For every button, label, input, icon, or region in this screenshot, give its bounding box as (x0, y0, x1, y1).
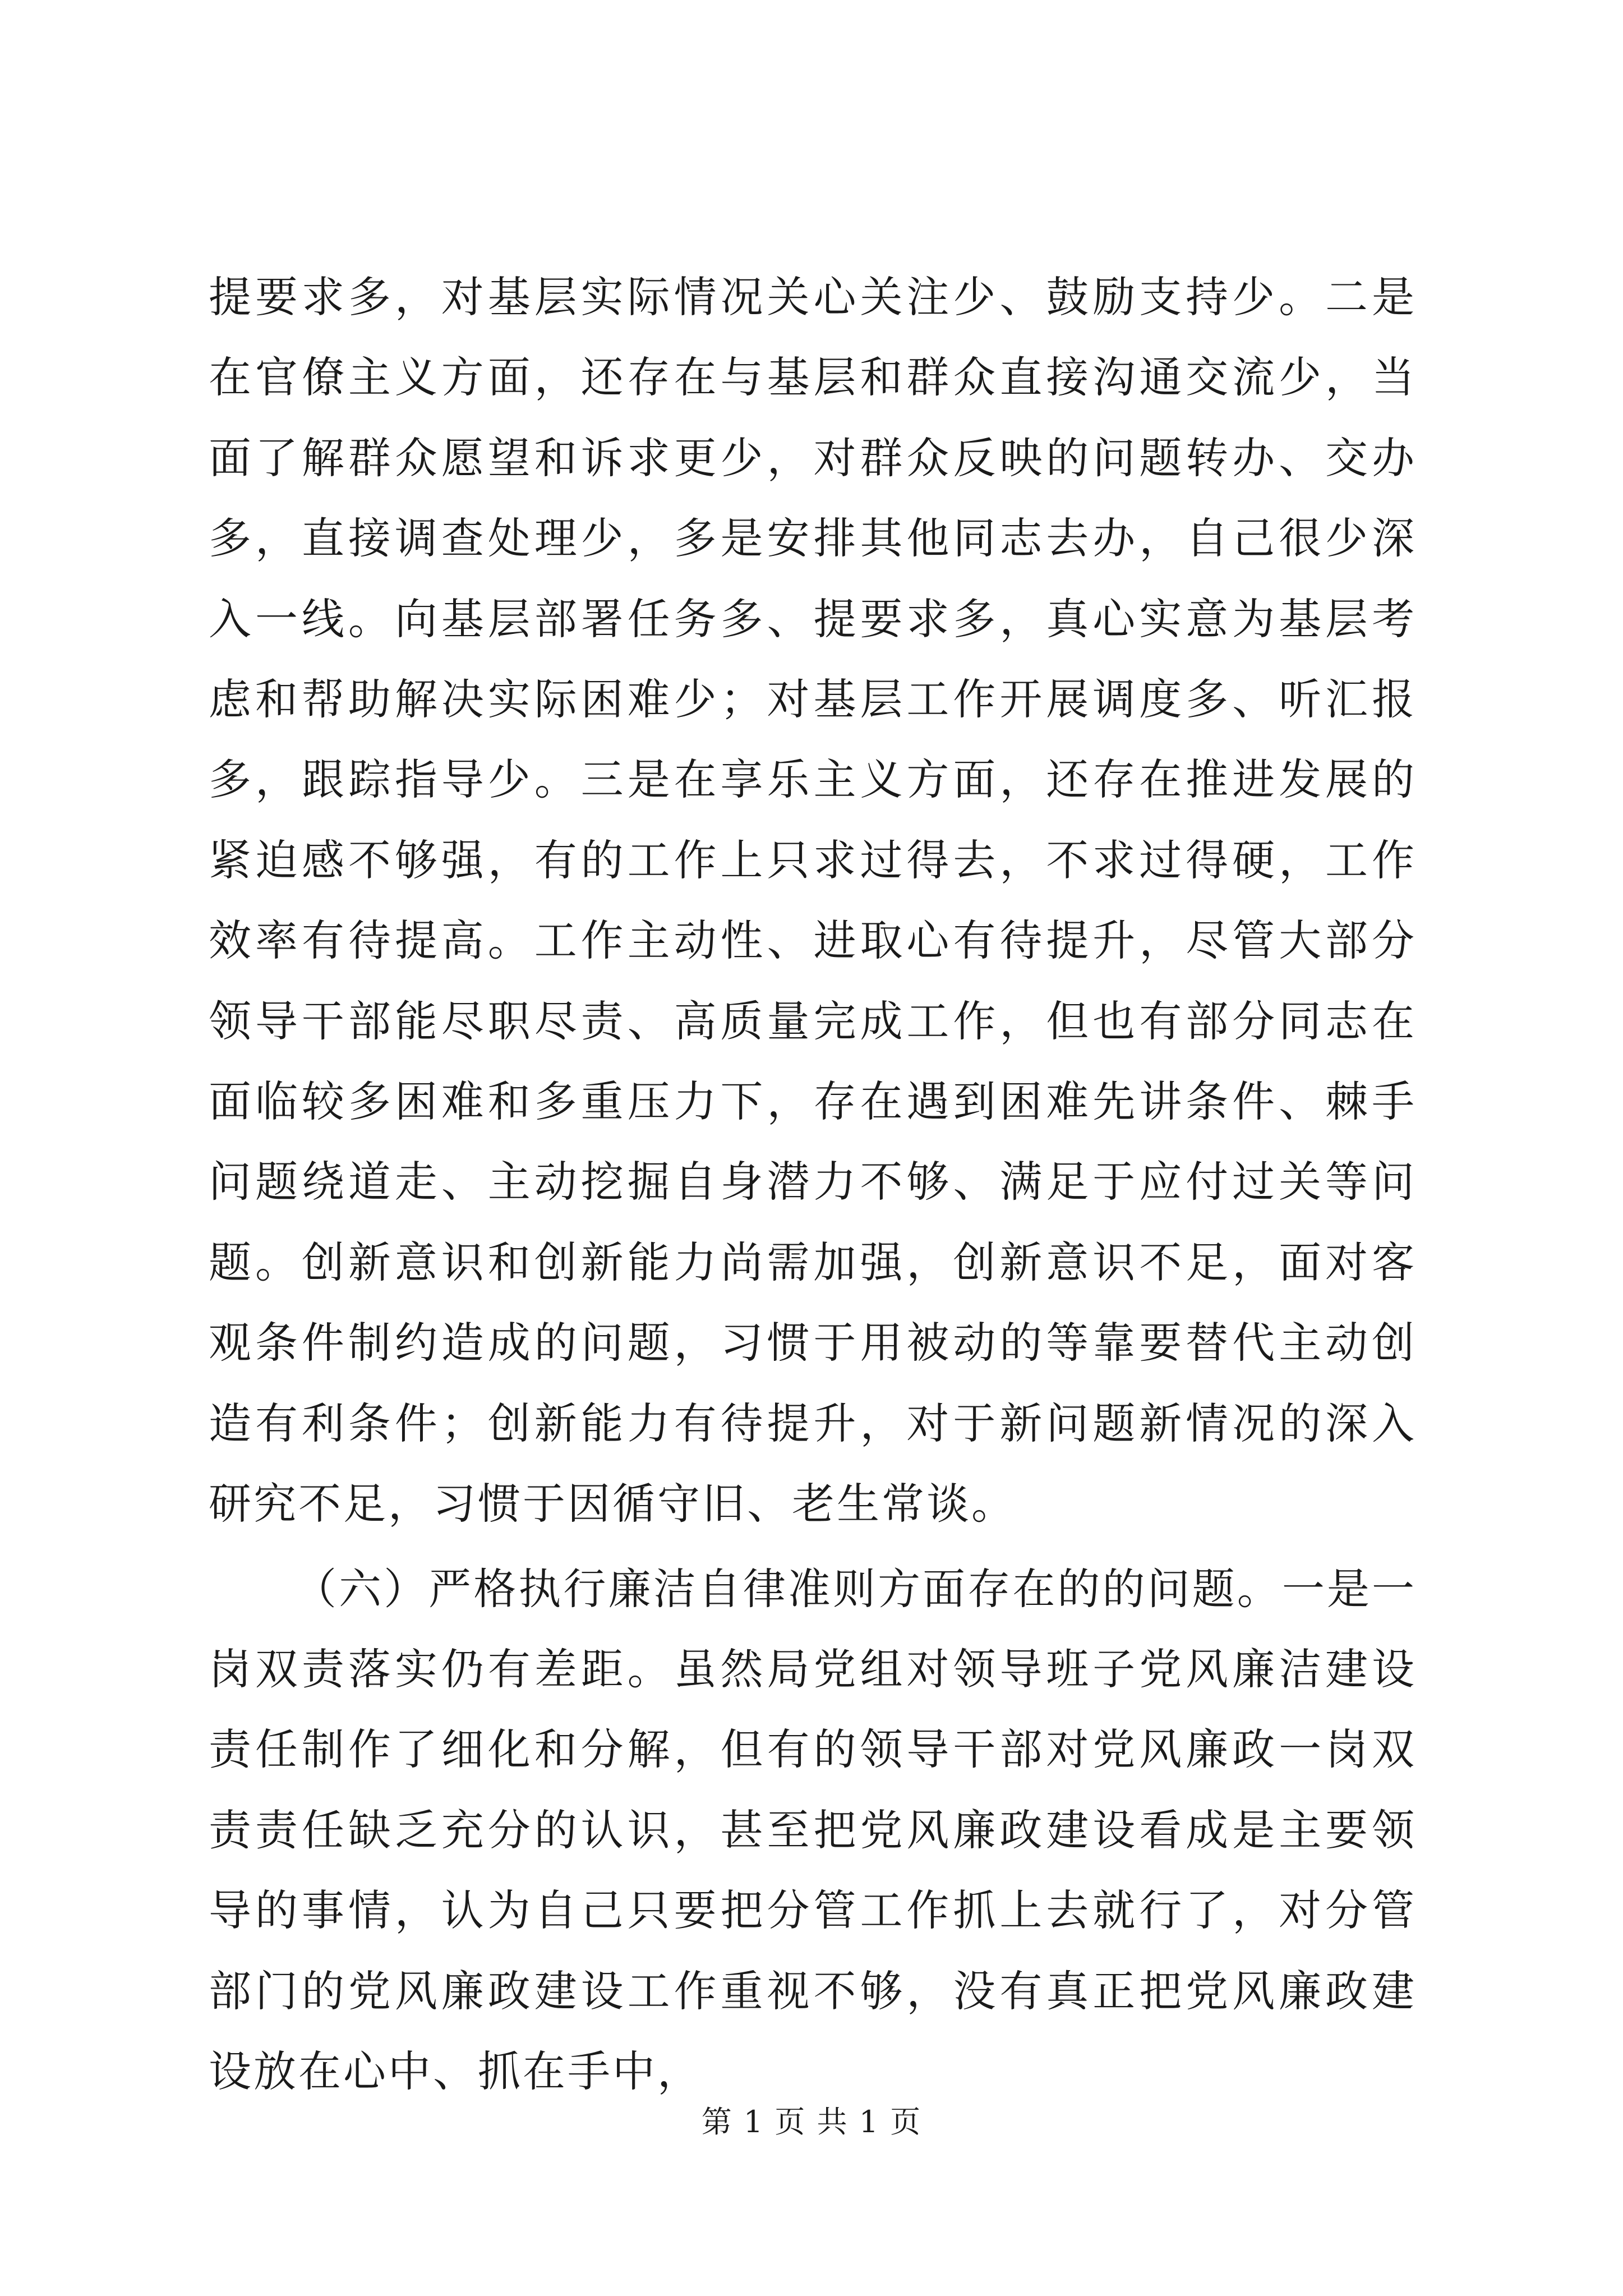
paragraph-section-six: （六）严格执行廉洁自律准则方面存在的的问题。一是一岗双责落实仍有差距。虽然局党组对领导班子党风廉洁建设责任制作了细化和分解，但有的领导干部对党风廉政一岗双责责任缺乏充分的认识，甚至把党风廉政建设看成是主要领导的事情，认为自己只要把分管工作抓上去就行了，对分管部门的党风廉政建设工作重视不够，没有真正把党风廉政建设放在心中、抓在手中， (209, 1563, 1417, 2096)
page-footer: 第 1 页 共 1 页 (701, 2104, 922, 2139)
paragraph-continuation: 提要求多，对基层实际情况关心关注少、鼓励支持少。二是在官僚主义方面，还存在与基层和群众直接沟通交流少，当面了解群众愿望和诉求更少，对群众反映的问题转办、交办多，直接调查处理少，多是安排其他同志去办，自己很少深入一线。向基层部署任务多、提要求多，真心实意为基层考虑和帮助解决实际困难少；对基层工作开展调度多、听汇报多，跟踪指导少。三是在享乐主义方面，还存在推进发展的紧迫感不够强，有的工作上只求过得去，不求过得硬，工作效率有待提高。工作主动性、进取心有待提升，尽管大部分领导干部能尽职尽责、高质量完成工作，但也有部分同志在面临较多困难和多重压力下，存在遇到困难先讲条件、棘手问题绕道走、主动挖掘自身潜力不够、满足于应付过关等问题。创新意识和创新能力尚需加强，创新意识不足，面对客观条件制约造成的问题，习惯于用被动的等靠要替代主动创造有利条件；创新能力有待提升，对于新问题新情况的深入研究不足，习惯于因循守旧、老生常谈。 (209, 272, 1417, 1529)
document-body (209, 257, 1417, 2116)
